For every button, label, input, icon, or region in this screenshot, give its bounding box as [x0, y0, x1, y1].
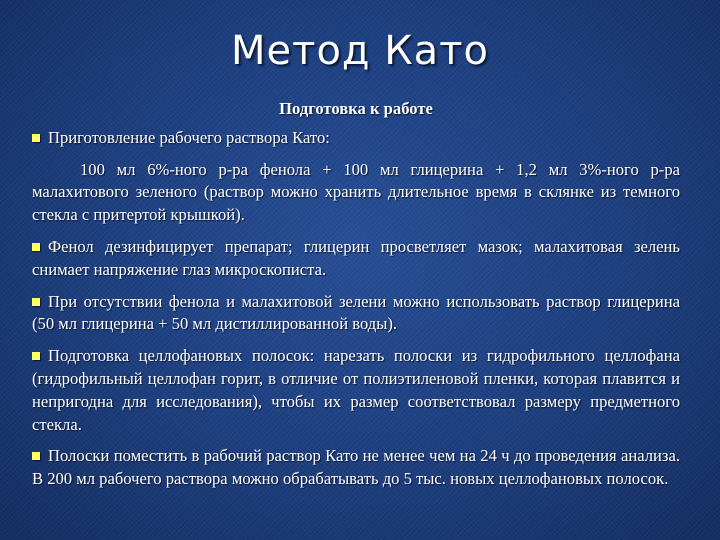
slide-title: Метод Като — [231, 28, 489, 74]
paragraph-text: Фенол дезинфицирует препарат; глицерин просветляет мазок; малахитовая зелень снимает напряжение глаз микроскописта. — [32, 236, 680, 279]
recipe-paragraph — [32, 159, 680, 227]
square-bullet-icon — [32, 352, 40, 360]
bullet-paragraph-3 — [32, 291, 680, 337]
square-bullet-icon — [32, 134, 40, 142]
section-subtitle: Подготовка к работе — [279, 99, 433, 118]
paragraph-text: Приготовление рабочего раствора Като: — [48, 127, 330, 147]
bullet-paragraph-4 — [32, 345, 680, 436]
bullet-paragraph-2 — [32, 236, 680, 282]
paragraph-text: Полоски поместить в рабочий раствор Като не менее чем на 24 ч до проведения анализа. В 200 мл рабочего раствора можно обрабатывать до 5 тыс. новых целлофановых полосок. — [32, 446, 680, 489]
square-bullet-icon — [32, 452, 40, 460]
bullet-paragraph-1 — [32, 127, 680, 150]
bullet-paragraph-5 — [32, 445, 680, 491]
square-bullet-icon — [32, 298, 40, 306]
square-bullet-icon — [32, 243, 40, 251]
slide-content — [32, 98, 680, 500]
paragraph-text: 100 мл 6%-ного р-ра фенола + 100 мл глицерина + 1,2 мл 3%-ного р-ра малахитового зеленого (раствор можно хранить длительное время в склянке из темного стекла с притертой крышкой). — [32, 159, 680, 225]
paragraph-text: Подготовка целлофановых полосок: нарезать полоски из гидрофильного целлофана (гидрофильный целлофан горит, в отличие от полиэтиленовой пленки, которая плавится и непригодна для исследования), чтобы их размер соответствовал размеру предметного стекла. — [32, 346, 680, 434]
paragraph-text: При отсутствии фенола и малахитовой зелени можно использовать раствор глицерина (50 мл глицерина + 50 мл дистиллированной воды). — [32, 291, 680, 334]
